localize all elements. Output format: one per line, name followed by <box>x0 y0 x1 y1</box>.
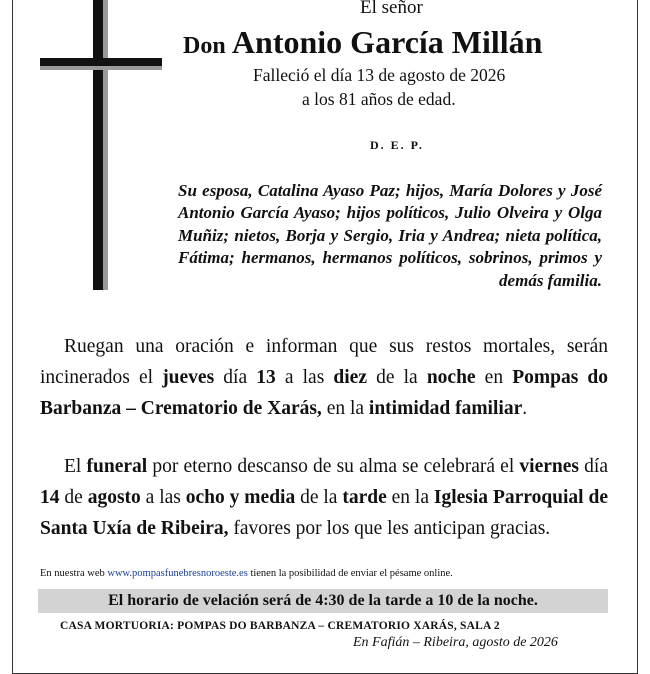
age-line: a los 81 años de edad. <box>302 89 456 109</box>
funeral-paragraph: El funeral por eterno descanso de su alma se celebrará el viernes día 14 de agosto a las ocho y media de la tarde en la Iglesia Parroquial de Santa Uxía de Ribeira, favores por los que les anticipan gracias. <box>40 456 608 539</box>
funeral-home-line: CASA MORTUORIA: POMPAS DO BARBANZA – CREMATORIO XARÁS, SALA 2 <box>60 620 500 632</box>
vigil-hours-band: El horario de velación será de 4:30 de la tarde a 10 de la noche. <box>38 589 608 613</box>
intro-line: El señor <box>360 0 423 18</box>
dep-line: D. E. P. <box>370 138 424 152</box>
full-name: Antonio García Millán <box>231 24 543 60</box>
place-date-line: En Fafián – Ribeira, agosto de 2026 <box>353 635 558 650</box>
cremation-paragraph: Ruegan una oración e informan que sus restos mortales, serán incinerados el jueves día 13 a las diez de la noche en Pompas do Barbanza – Crematorio de Xarás, en la intimidad familiar. <box>40 336 608 419</box>
deceased-name <box>183 24 542 61</box>
family-list: Su esposa, Catalina Ayaso Paz; hijos, María Dolores y José Antonio García Ayaso; hijos políticos, Julio Olveira y Olga Muñiz; nietos, Borja y Sergio, Iria y Andrea; nieta política, Fátima; hermanos, hermanos políticos, sobrinos, primos y demás familia. <box>178 181 602 290</box>
honorific: Don <box>183 33 226 59</box>
death-date-line: Falleció el día 13 de agosto de 2026 <box>253 65 506 85</box>
website-link[interactable]: www.pompasfunebresnoroeste.es <box>107 568 248 579</box>
online-condolence-note: En nuestra web www.pompasfunebresnoroeste.es tienen la posibilidad de enviar el pésame online. <box>40 568 453 579</box>
